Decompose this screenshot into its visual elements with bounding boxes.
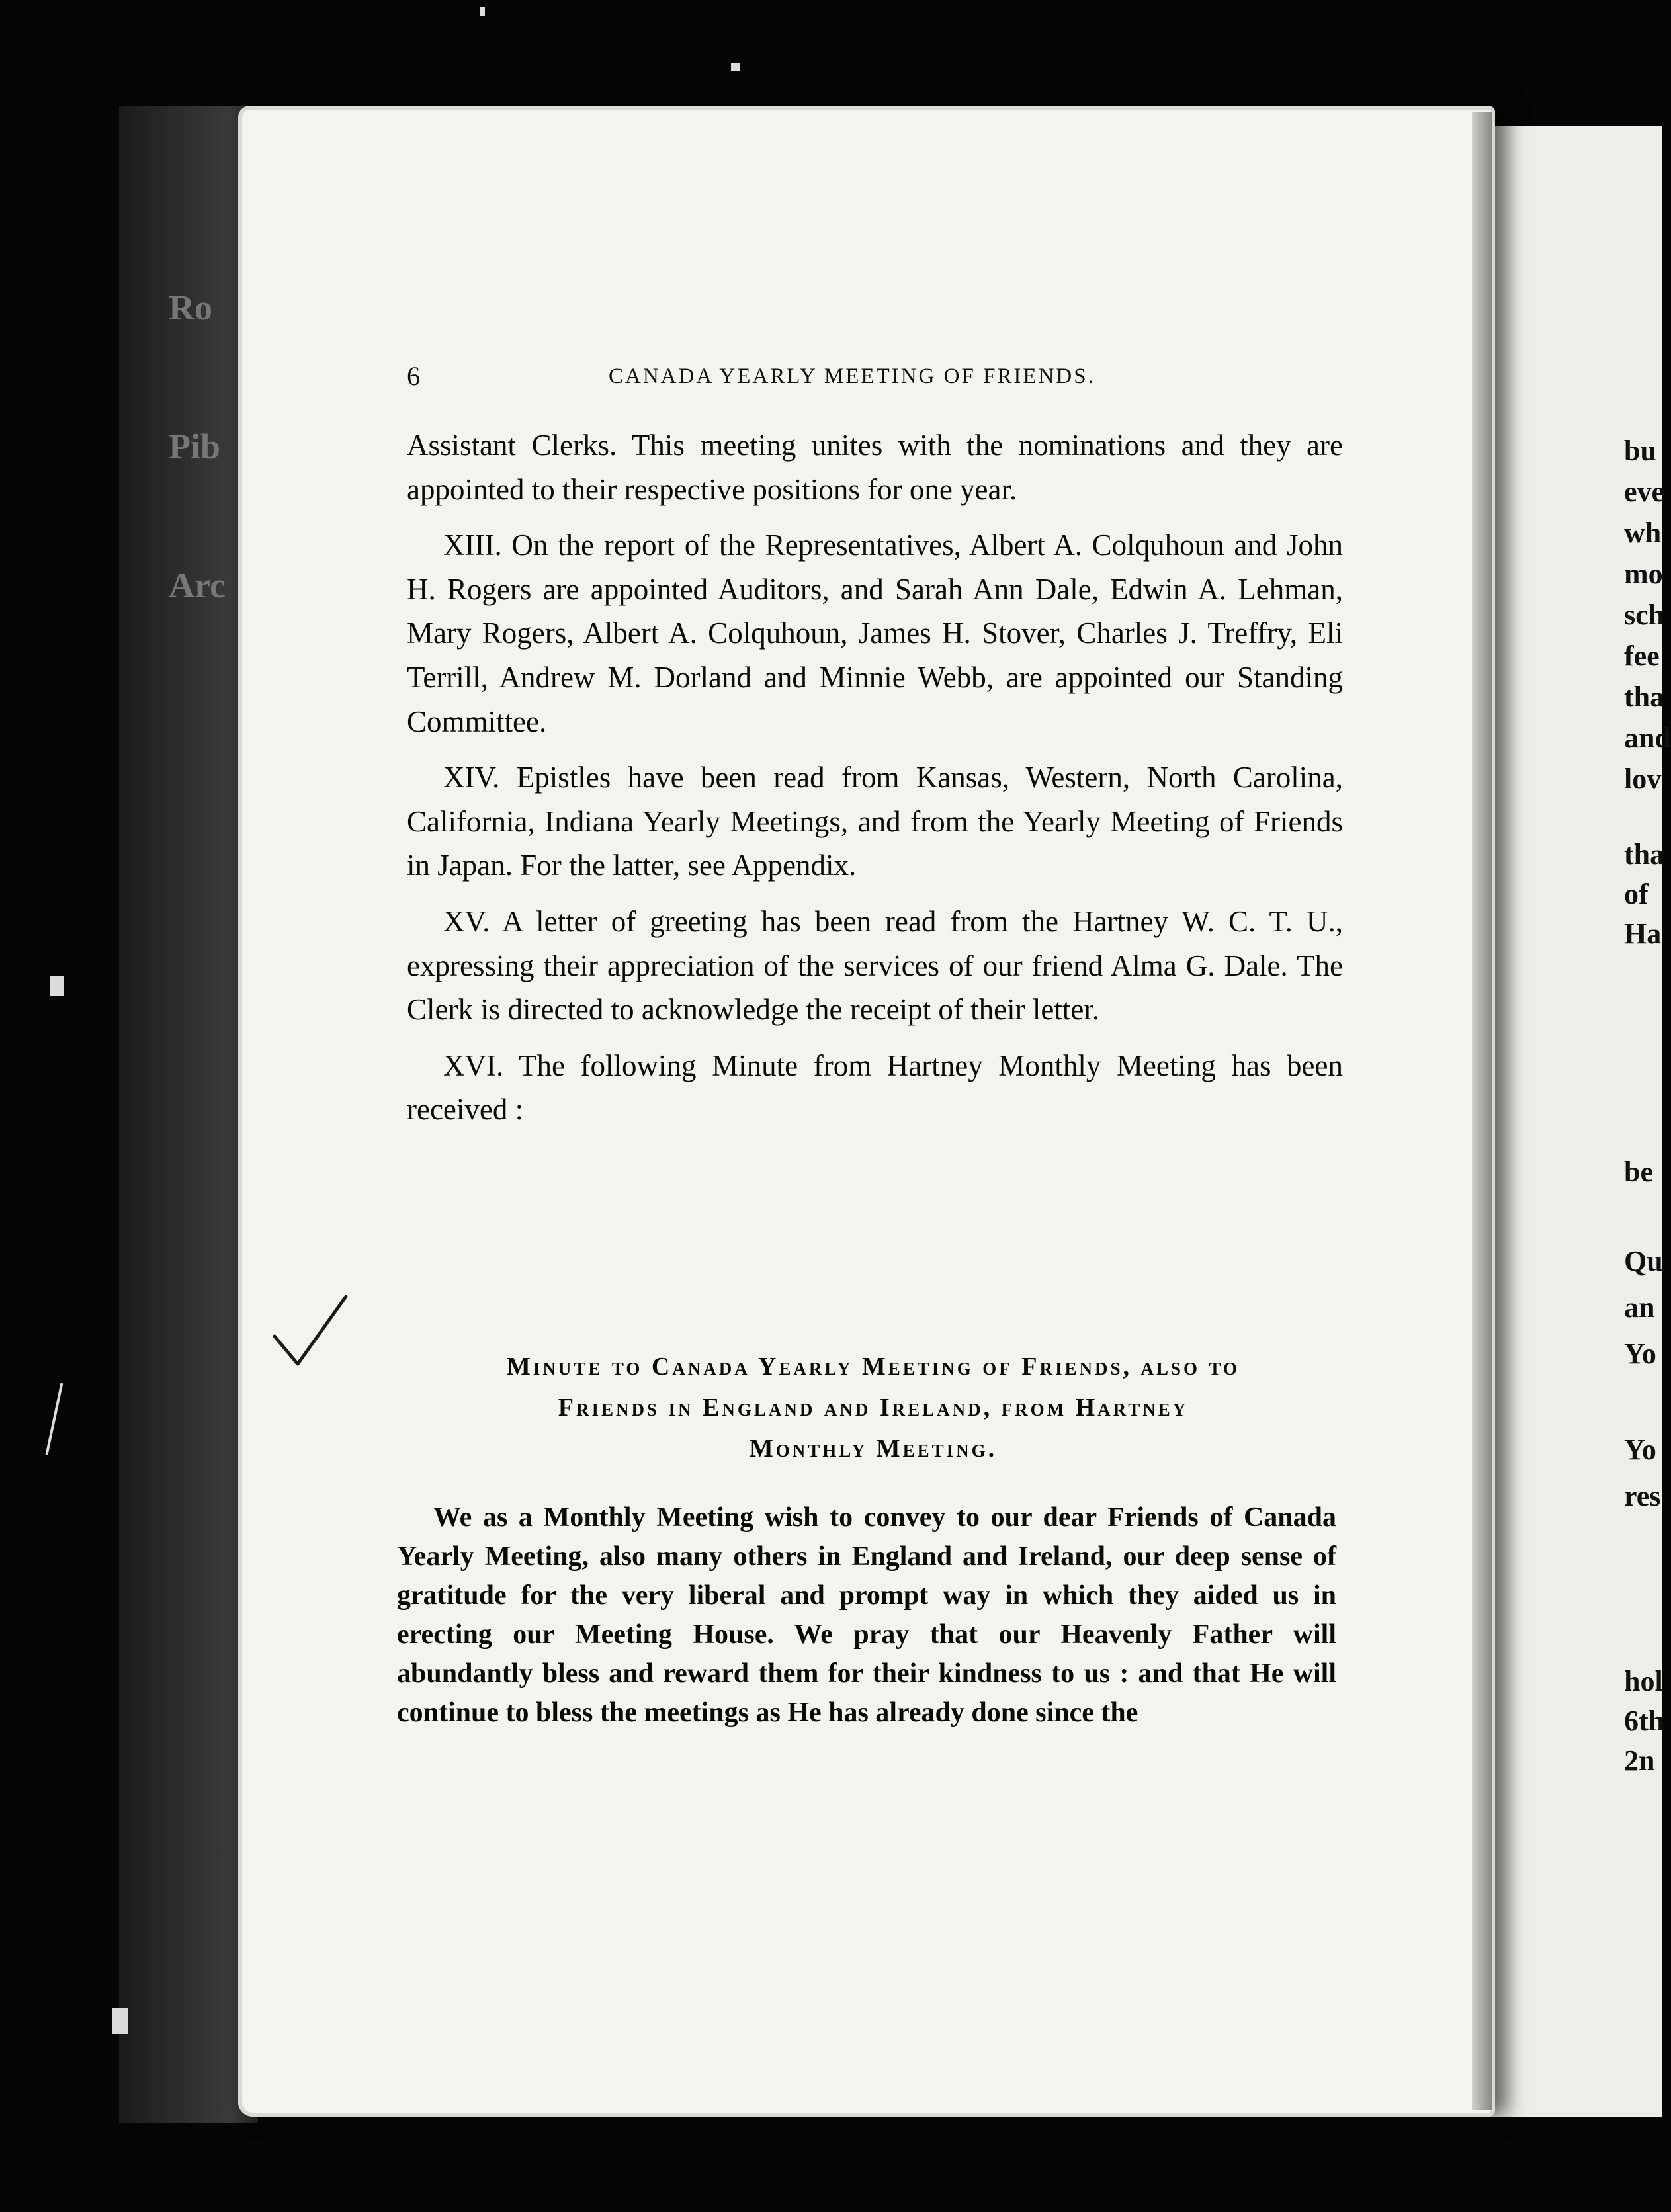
facing-word: 2n bbox=[1624, 1744, 1655, 1777]
facing-word: and bbox=[1624, 722, 1671, 754]
facing-word: tha bbox=[1624, 681, 1665, 713]
facing-word: Yo bbox=[1624, 1433, 1656, 1466]
minute-paragraph: We as a Monthly Meeting wish to convey to our dear Friends of Canada Yearly Meeting, also many others in England and Ireland, our deep sense of gratitude for the very liberal and prompt way in which they aided us in erecting our Meeting House. We pray that our Heavenly Father will abundantly bless and reward them for their kindness to us : and that He will continue to bless the meetings as He has already done since the bbox=[397, 1502, 1336, 1728]
facing-word: of bbox=[1624, 878, 1649, 910]
minute-text bbox=[397, 1498, 1336, 1732]
facing-word: mo bbox=[1624, 558, 1663, 590]
film-scratch bbox=[46, 1383, 64, 1455]
facing-word: res bbox=[1624, 1480, 1661, 1512]
facing-word: lov bbox=[1624, 763, 1662, 795]
facing-word: eve bbox=[1624, 476, 1665, 508]
facing-word: 6th bbox=[1624, 1705, 1665, 1737]
spine-line-2: Pib bbox=[169, 427, 221, 466]
running-title: CANADA YEARLY MEETING OF FRIENDS. bbox=[609, 364, 1095, 388]
film-speck bbox=[50, 976, 64, 996]
facing-word: fee bbox=[1624, 640, 1660, 672]
facing-word: Yo bbox=[1624, 1338, 1656, 1370]
paragraph-continuation: Assistant Clerks. This meeting unites with the nominations and they are appointed to their respective positions for one year. bbox=[407, 429, 1343, 506]
page-gutter bbox=[1472, 112, 1492, 2110]
spine-line-1: Ro bbox=[169, 288, 212, 327]
film-speck bbox=[480, 7, 485, 16]
spine-line-3: Arc bbox=[169, 566, 226, 605]
film-speck bbox=[112, 2008, 128, 2034]
facing-word: Ha bbox=[1624, 917, 1662, 950]
minute-heading-line-2: Friends in England and Ireland, from Hartney bbox=[558, 1394, 1189, 1422]
facing-word: hol bbox=[1624, 1665, 1663, 1697]
facing-word: an bbox=[1624, 1291, 1655, 1324]
spine-label bbox=[169, 192, 226, 655]
facing-word: tha bbox=[1624, 838, 1665, 871]
checkmark-icon bbox=[268, 1290, 354, 1376]
paragraph-xv: XV. A letter of greeting has been read from the Hartney W. C. T. U., expressing their appreciation of the services of our friend Alma G. Dale. The Clerk is directed to acknowledge the receipt of their letter. bbox=[407, 904, 1343, 1027]
paragraph-xvi: XVI. The following Minute from Hartney Monthly Meeting has been received : bbox=[407, 1048, 1343, 1127]
facing-word: sch bbox=[1624, 599, 1665, 631]
minute-heading-line-1: Minute to Canada Yearly Meeting of Friends, also to bbox=[506, 1353, 1240, 1381]
page-number: 6 bbox=[407, 361, 420, 391]
film-speck bbox=[731, 63, 740, 71]
minute-heading bbox=[397, 1346, 1350, 1469]
body-text bbox=[407, 423, 1343, 1144]
facing-word: wh bbox=[1624, 517, 1662, 549]
facing-page bbox=[1482, 126, 1665, 2117]
facing-word: be bbox=[1624, 1156, 1653, 1188]
running-header bbox=[407, 361, 1343, 400]
paragraph-xiii: XIII. On the report of the Representatives, Albert A. Colquhoun and John H. Rogers are appointed Auditors, and Sarah Ann Dale, Edwin A. Lehman, Mary Rogers, Albert A. Colquhoun, James H. Stover, Charles J. Treffry, Eli Terrill, Andrew M. Dorland and Minnie Webb, are appointed our Standing Committee. bbox=[407, 529, 1343, 738]
minute-heading-line-3: Monthly Meeting. bbox=[749, 1435, 998, 1463]
paragraph-xiv: XIV. Epistles have been read from Kansas, Western, North Carolina, California, Indiana Yearly Meetings, and from the Yearly Meeting of Friends in Japan. For the latter, see Appendix. bbox=[407, 761, 1343, 882]
facing-word: Qu bbox=[1624, 1245, 1663, 1277]
facing-word: bu bbox=[1624, 435, 1656, 467]
